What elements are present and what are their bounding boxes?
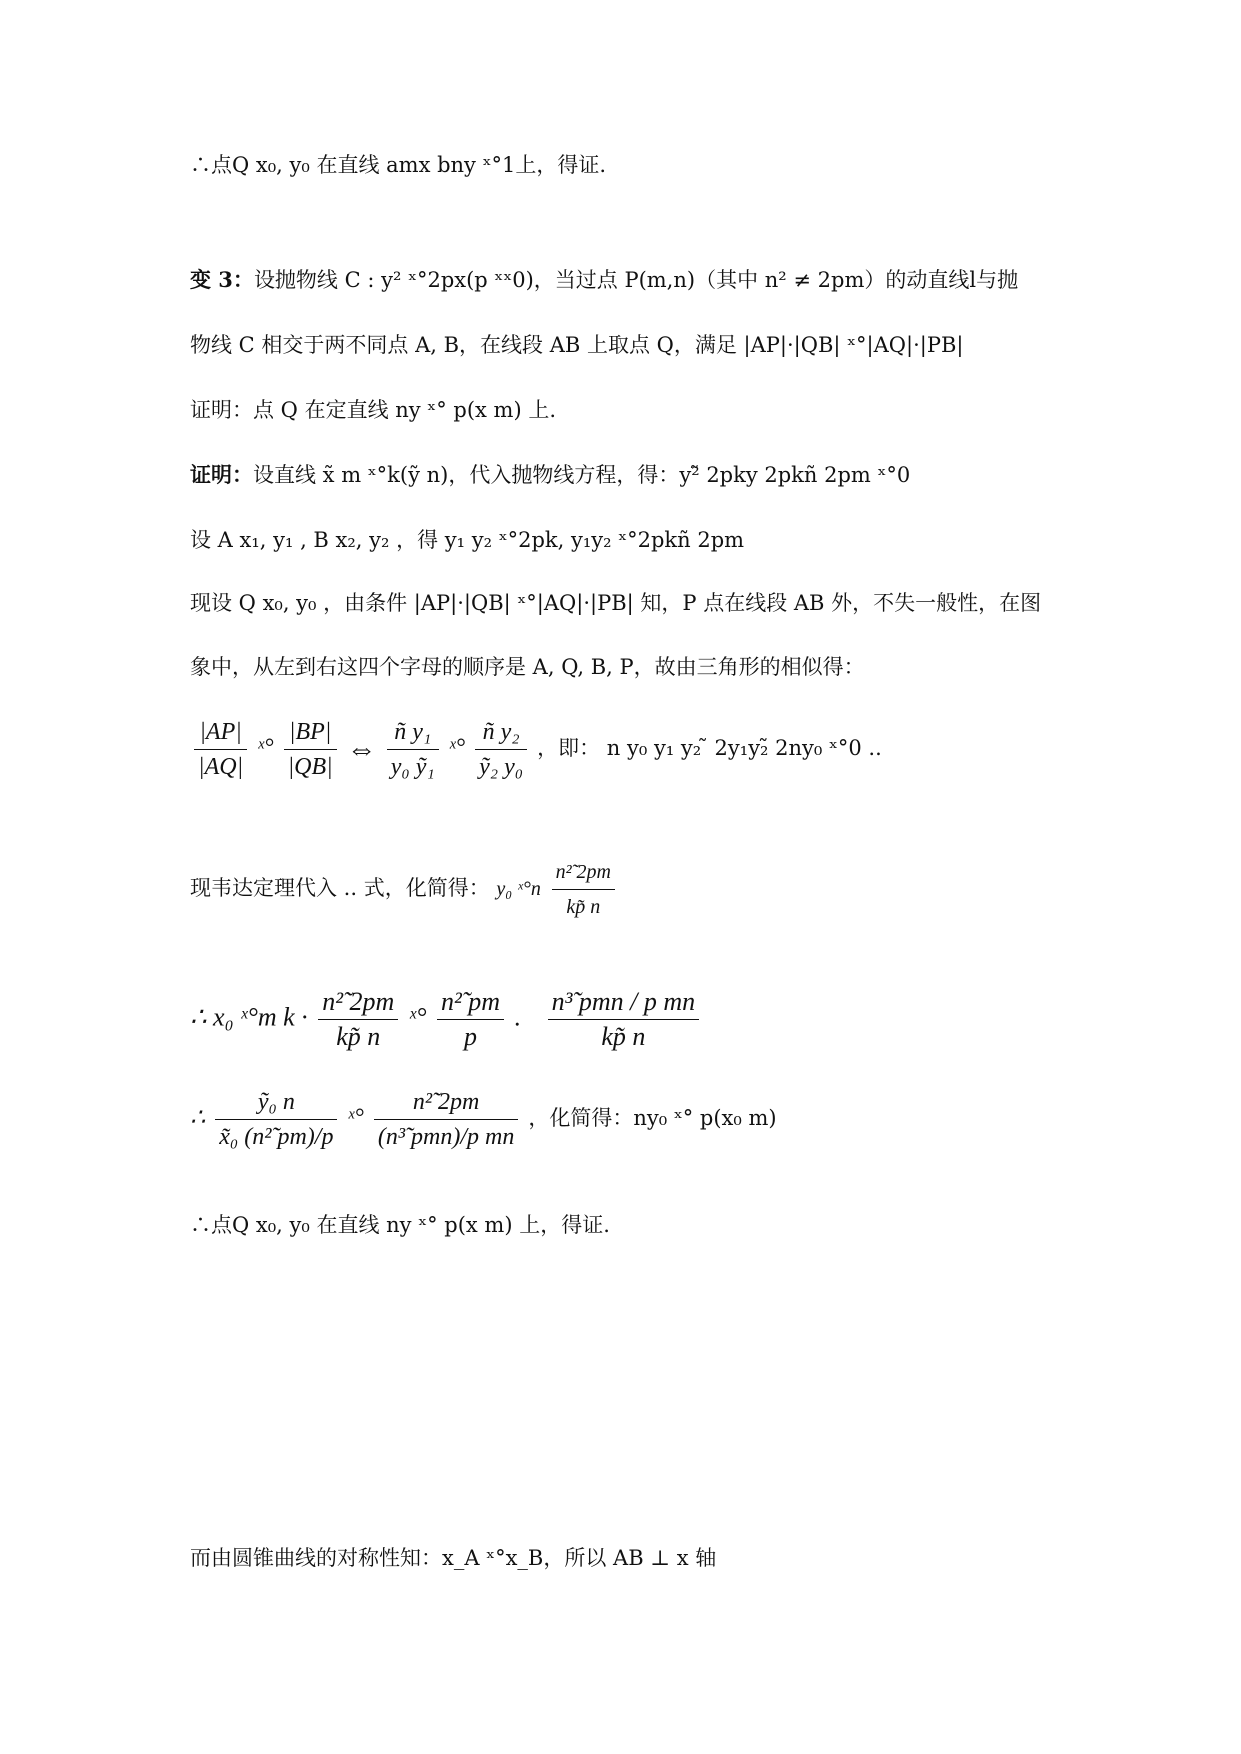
fraction-bp-qb: $\frac{|BP|}{|QB|}$ (284, 715, 337, 784)
fraction-rhs: $\frac{\text{n²̃ 2pm}}{\text{(n³̃ pmn)/p mn}}$ (374, 1085, 519, 1154)
fraction-x0-c: $\frac{\text{n³̃ pmn / p mn}}{kp̃ n}$ (548, 985, 700, 1054)
fraction-x0-a: $\frac{\text{n²̃ 2pm}}{kp̃ n}$ (318, 985, 398, 1054)
ratio-simplify (190, 1085, 777, 1154)
proof-text: 设直线 x̃ m ˣ°k(ỹ n)，代入抛物线方程，得：y²̃ 2pky 2pkñ 2pm ˣ°0 (253, 463, 911, 487)
fraction-y0: $\frac{\text{n²̃ 2pm}}{kp̃ n}$ (552, 855, 615, 924)
fraction-y0-x0: $\frac{\text{ỹ₀ n}}{\text{x̃₀ (n²̃ pm)/p}}$ (215, 1085, 337, 1154)
therefore-symbol: ∴ (190, 1105, 206, 1132)
equals-sign-4: ˣ° (347, 1105, 364, 1132)
variant-label: 变 3： (190, 267, 254, 292)
equation-tail: ，即： n y₀ y₁ y₂ ̃ 2y₁y₂̃ 2ny₀ ˣ°0 .. (537, 736, 882, 761)
line-13: ∴点Q x₀, y₀ 在直线 ny ˣ° p(x m) 上，得证. (190, 1213, 610, 1237)
x0-prefix: ∴ x₀ ˣ°m k · (190, 1002, 308, 1032)
simplify-tail: ，化简得：ny₀ ˣ° p(x₀ m) (528, 1106, 777, 1131)
line-7: 现设 Q x₀, y₀ ，由条件 |AP|·|QB| ˣ°|AQ|·|PB| 知，P 点在线段 AB 外，不失一般性，在图 (190, 591, 1042, 615)
proof-label: 证明： (190, 462, 253, 487)
x0-equation (190, 985, 703, 1054)
line-6: 设 A x₁, y₁ , B x₂, y₂ ，得 y₁ y₂ ˣ°2pk, y₁y₂ ˣ°2pkñ 2pm (190, 528, 745, 552)
line-2 (190, 265, 1018, 295)
ratio-equation (190, 715, 882, 784)
line-1: ∴点Q x₀, y₀ 在直线 amx bny ˣ°1上，得证. (190, 153, 607, 177)
fraction-n-y2: $\frac{\text{ñ y₂}}{\text{ỹ₂ y₀}}$ (475, 715, 527, 784)
equals-sign-3: ˣ° (408, 1002, 427, 1032)
line-4: 证明：点 Q 在定直线 ny ˣ° p(x m) 上. (190, 398, 556, 422)
line-10 (190, 855, 619, 924)
fraction-x0-b: $\frac{\text{n²̃ pm}}{p}$ (437, 985, 504, 1054)
equals-sign: ˣ° (257, 735, 274, 762)
equals-sign-2: ˣ° (448, 735, 466, 762)
line-14: 而由圆锥曲线的对称性知：x_A ˣ°x_B，所以 AB ⊥ x 轴 (190, 1546, 717, 1570)
line-8: 象中，从左到右这四个字母的顺序是 A, Q, B, P，故由三角形的相似得： (190, 655, 865, 679)
iff-symbol: ⇔ (346, 732, 377, 766)
line-5 (190, 460, 910, 490)
fraction-n-y1: $\frac{\text{ñ y₁}}{\text{y₀ ỹ₁}}$ (387, 715, 439, 784)
variant-text: 设抛物线 C : y² ˣ°2px(p ˣˣ0)，当过点 P(m,n)（其中 n² ≠ 2pm）的动直线l与抛 (253, 268, 1019, 292)
vieta-prefix: 现韦达定理代入 .. 式，化简得： (190, 876, 490, 900)
line-3: 物线 C 相交于两不同点 A, B，在线段 AB 上取点 Q，满足 |AP|·|QB| ˣ°|AQ|·|PB| (190, 333, 964, 357)
fraction-ap-aq: $\frac{|AP|}{|AQ|}$ (194, 715, 247, 784)
y0-expression: y₀ ˣ°n (496, 878, 541, 900)
dot: . (514, 1002, 522, 1032)
